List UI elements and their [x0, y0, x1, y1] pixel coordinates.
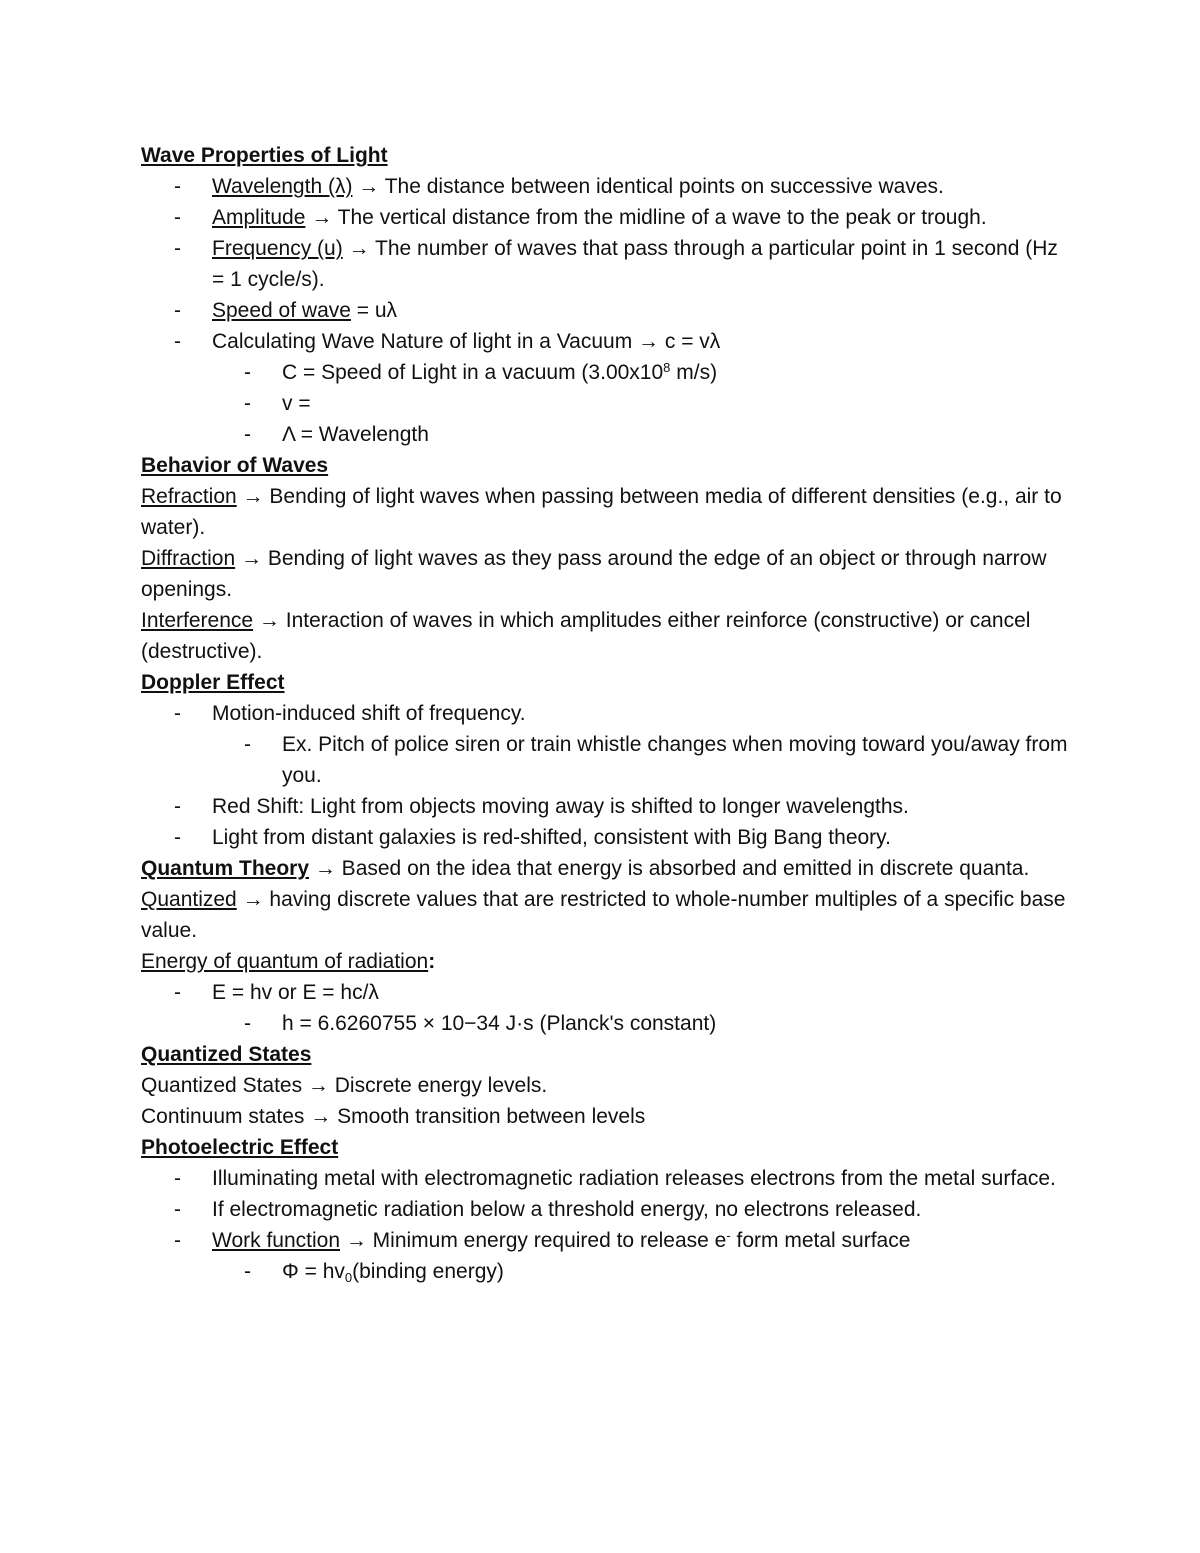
phi-text: Φ = hv [282, 1260, 345, 1283]
doppler-item-3-text: Light from distant galaxies is red-shifted, consistent with Big Bang theory. [212, 826, 891, 849]
bullet-dash: - [174, 206, 181, 229]
list-item-energy-formula [141, 977, 1071, 1008]
bullet-dash: - [244, 361, 251, 384]
doppler-item-1-text: Motion-induced shift of frequency. [212, 702, 526, 725]
bullet-dash: - [174, 1229, 181, 1252]
bullet-dash: - [174, 1198, 181, 1221]
definition-quantum: → Based on the idea that energy is absorbed and emitted in discrete quanta. [309, 857, 1030, 880]
definition-diffraction: → Bending of light waves as they pass around the edge of an object or through narrow openings. [141, 547, 1047, 601]
definition-amplitude: → The vertical distance from the midline of a wave to the peak or trough. [305, 206, 987, 229]
list-item-photo-1 [141, 1163, 1071, 1194]
definition-refraction: → Bending of light waves when passing between media of different densities (e.g., air to water). [141, 485, 1062, 539]
term-frequency: Frequency (u) [212, 237, 343, 260]
calculating-text: Calculating Wave Nature of light in a Vacuum → c = vλ [212, 330, 721, 353]
c-def-exponent: 8 [663, 360, 671, 375]
c-def-text: C = Speed of Light in a vacuum (3.00x10 [282, 361, 664, 384]
document-page [141, 140, 1071, 1287]
bullet-dash: - [174, 330, 181, 353]
bullet-dash: - [174, 795, 181, 818]
term-energy-quantum: Energy of quantum of radiation [141, 950, 429, 973]
list-item-frequency [141, 233, 1071, 295]
bullet-dash: - [244, 1012, 251, 1035]
work-def-end: form metal surface [730, 1229, 911, 1252]
lambda-def-text: Λ = Wavelength [282, 423, 429, 446]
term-speed: Speed of wave [212, 299, 351, 322]
definition-interference: → Interaction of waves in which amplitudes either reinforce (constructive) or cancel (destructive). [141, 609, 1031, 663]
bullet-dash: - [244, 392, 251, 415]
bullet-dash: - [244, 733, 251, 756]
paragraph-energy-quantum [141, 946, 1071, 977]
electron-superscript: - [726, 1228, 731, 1243]
bullet-dash: - [174, 702, 181, 725]
list-item-doppler-2 [141, 791, 1071, 822]
paragraph-quantum-theory [141, 853, 1071, 884]
list-item-photo-2 [141, 1194, 1071, 1225]
section-heading-quantum: Quantum Theory [141, 857, 310, 880]
list-item-calculating [141, 326, 1071, 357]
energy-colon: : [428, 950, 436, 973]
phi-subscript: 0 [344, 1270, 353, 1285]
paragraph-interference [141, 605, 1071, 667]
list-item-speed [141, 295, 1071, 326]
paragraph-quantized [141, 884, 1071, 946]
bullet-dash: - [174, 826, 181, 849]
section-heading-wave-properties: Wave Properties of Light [141, 144, 388, 167]
term-interference: Interference [141, 609, 254, 632]
list-item-wavelength [141, 171, 1071, 202]
doppler-item-2-text: Red Shift: Light from objects moving away is shifted to longer wavelengths. [212, 795, 909, 818]
term-diffraction: Diffraction [141, 547, 236, 570]
list-item-doppler-3 [141, 822, 1071, 853]
list-subitem-v [141, 388, 1071, 419]
paragraph-diffraction [141, 543, 1071, 605]
work-def-text: → Minimum energy required to release e [340, 1229, 727, 1252]
bullet-dash: - [244, 423, 251, 446]
section-heading-photoelectric: Photoelectric Effect [141, 1136, 339, 1159]
list-subitem-planck [141, 1008, 1071, 1039]
v-def-text: v = [282, 392, 311, 415]
bullet-dash: - [174, 1167, 181, 1190]
photo-item-2-text: If electromagnetic radiation below a threshold energy, no electrons released. [212, 1198, 922, 1221]
section-heading-doppler: Doppler Effect [141, 671, 285, 694]
term-work-function: Work function [212, 1229, 340, 1252]
term-quantized: Quantized [141, 888, 237, 911]
definition-speed: = uλ [350, 299, 398, 322]
paragraph-refraction [141, 481, 1071, 543]
term-amplitude: Amplitude [212, 206, 306, 229]
paragraph-continuum-states: Continuum states → Smooth transition between levels [141, 1105, 646, 1128]
paragraph-quantized-states: Quantized States → Discrete energy levels. [141, 1074, 548, 1097]
definition-wavelength: → The distance between identical points on successive waves. [352, 175, 944, 198]
planck-text: h = 6.6260755 × 10−34 J·s (Planck's constant) [282, 1012, 717, 1035]
c-def-unit: m/s) [670, 361, 718, 384]
list-item-doppler-1 [141, 698, 1071, 729]
bullet-dash: - [244, 1260, 251, 1283]
bullet-dash: - [174, 981, 181, 1004]
photo-item-1-text: Illuminating metal with electromagnetic radiation releases electrons from the metal surface. [212, 1167, 1056, 1190]
list-subitem-doppler-example [141, 729, 1071, 791]
definition-quantized: → having discrete values that are restricted to whole-number multiples of a specific base value. [141, 888, 1066, 942]
bullet-dash: - [174, 299, 181, 322]
list-subitem-c [141, 357, 1071, 388]
list-subitem-lambda [141, 419, 1071, 450]
list-subitem-phi [141, 1256, 1071, 1287]
list-item-amplitude [141, 202, 1071, 233]
phi-end: (binding energy) [352, 1260, 504, 1283]
energy-formula-text: E = hv or E = hc/λ [212, 981, 379, 1004]
bullet-dash: - [174, 237, 181, 260]
definition-frequency: → The number of waves that pass through a particular point in 1 second (Hz = 1 cycle/s). [212, 237, 1058, 291]
section-heading-behavior: Behavior of Waves [141, 454, 329, 477]
section-heading-quantized-states: Quantized States [141, 1043, 312, 1066]
bullet-dash: - [174, 175, 181, 198]
doppler-example-text: Ex. Pitch of police siren or train whistle changes when moving toward you/away from you. [282, 733, 1068, 787]
list-item-work-function [141, 1225, 1071, 1256]
term-wavelength: Wavelength (λ) [212, 175, 353, 198]
term-refraction: Refraction [141, 485, 237, 508]
